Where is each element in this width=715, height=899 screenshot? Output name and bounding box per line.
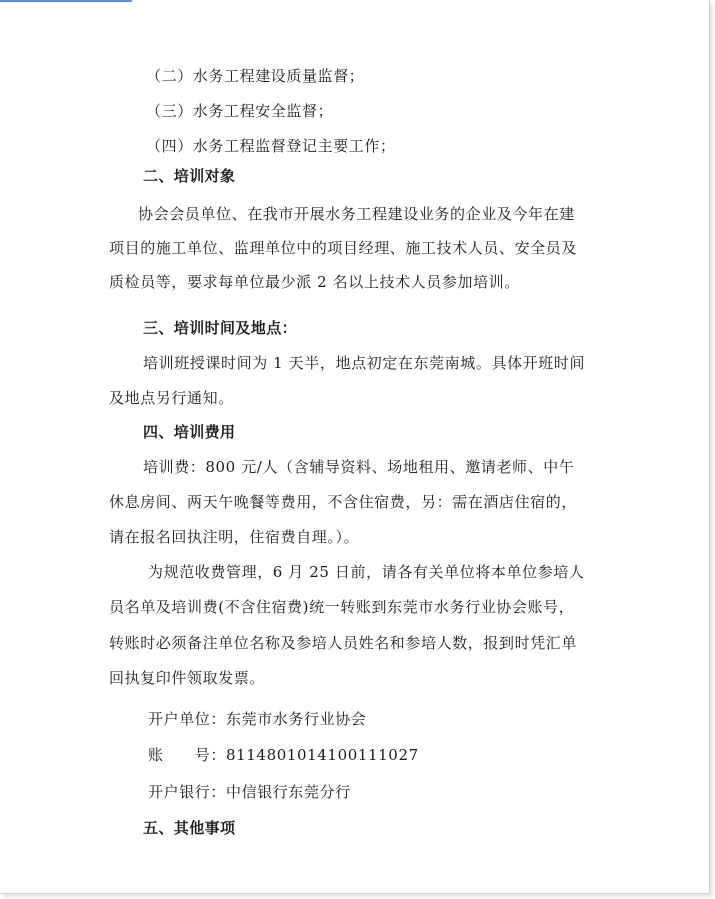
section-heading: 二、培训对象 (143, 167, 236, 185)
section-heading: 四、培训费用 (143, 423, 236, 441)
text-line: 回执复印件领取发票。 (109, 669, 266, 687)
selection-indicator (0, 0, 132, 2)
section-heading: 三、培训时间及地点： (143, 319, 298, 337)
text-line: （三）水务工程安全监督； (146, 102, 334, 120)
text-line: 项目的施工单位、监理单位中的项目经理、施工技术人员、安全员及 (109, 239, 578, 257)
text-line: 转账时必须备注单位名称及参培人员姓名和参培人数，报到时凭汇单 (109, 634, 578, 652)
text-line: 请在报名回执注明，住宿费自理。）。 (109, 528, 360, 546)
text-line: 及地点另行通知。 (109, 389, 234, 407)
text-line: 质检员等，要求每单位最少派 2 名以上技术人员参加培训。 (109, 273, 520, 291)
text-line: （四）水务工程监督登记主要工作； (146, 137, 396, 155)
text-line: 为规范收费管理，6 月 25 日前，请各有关单位将本单位参培人 (148, 563, 585, 581)
text-line: （二）水务工程建设质量监督； (146, 67, 365, 85)
text-line: 账 号：8114801014100111027 (148, 746, 419, 764)
text-line: 培训费：800 元/人（含辅导资料、场地租用、邀请老师、中午 (143, 458, 575, 476)
text-line: 开户银行：中信银行东莞分行 (148, 783, 351, 801)
text-line: 培训班授课时间为 1 天半，地点初定在东莞南城。具体开班时间 (143, 354, 586, 372)
text-line: 协会会员单位、在我市开展水务工程建设业务的企业及今年在建 (138, 205, 575, 223)
text-line: 开户单位：东莞市水务行业协会 (148, 710, 367, 728)
text-line: 休息房间、两天午晚餐等费用，不含住宿费，另：需在酒店住宿的， (109, 493, 578, 511)
section-heading: 五、其他事项 (143, 819, 236, 837)
text-line: 员名单及培训费(不含住宿费)统一转账到东莞市水务行业协会账号， (109, 598, 575, 616)
